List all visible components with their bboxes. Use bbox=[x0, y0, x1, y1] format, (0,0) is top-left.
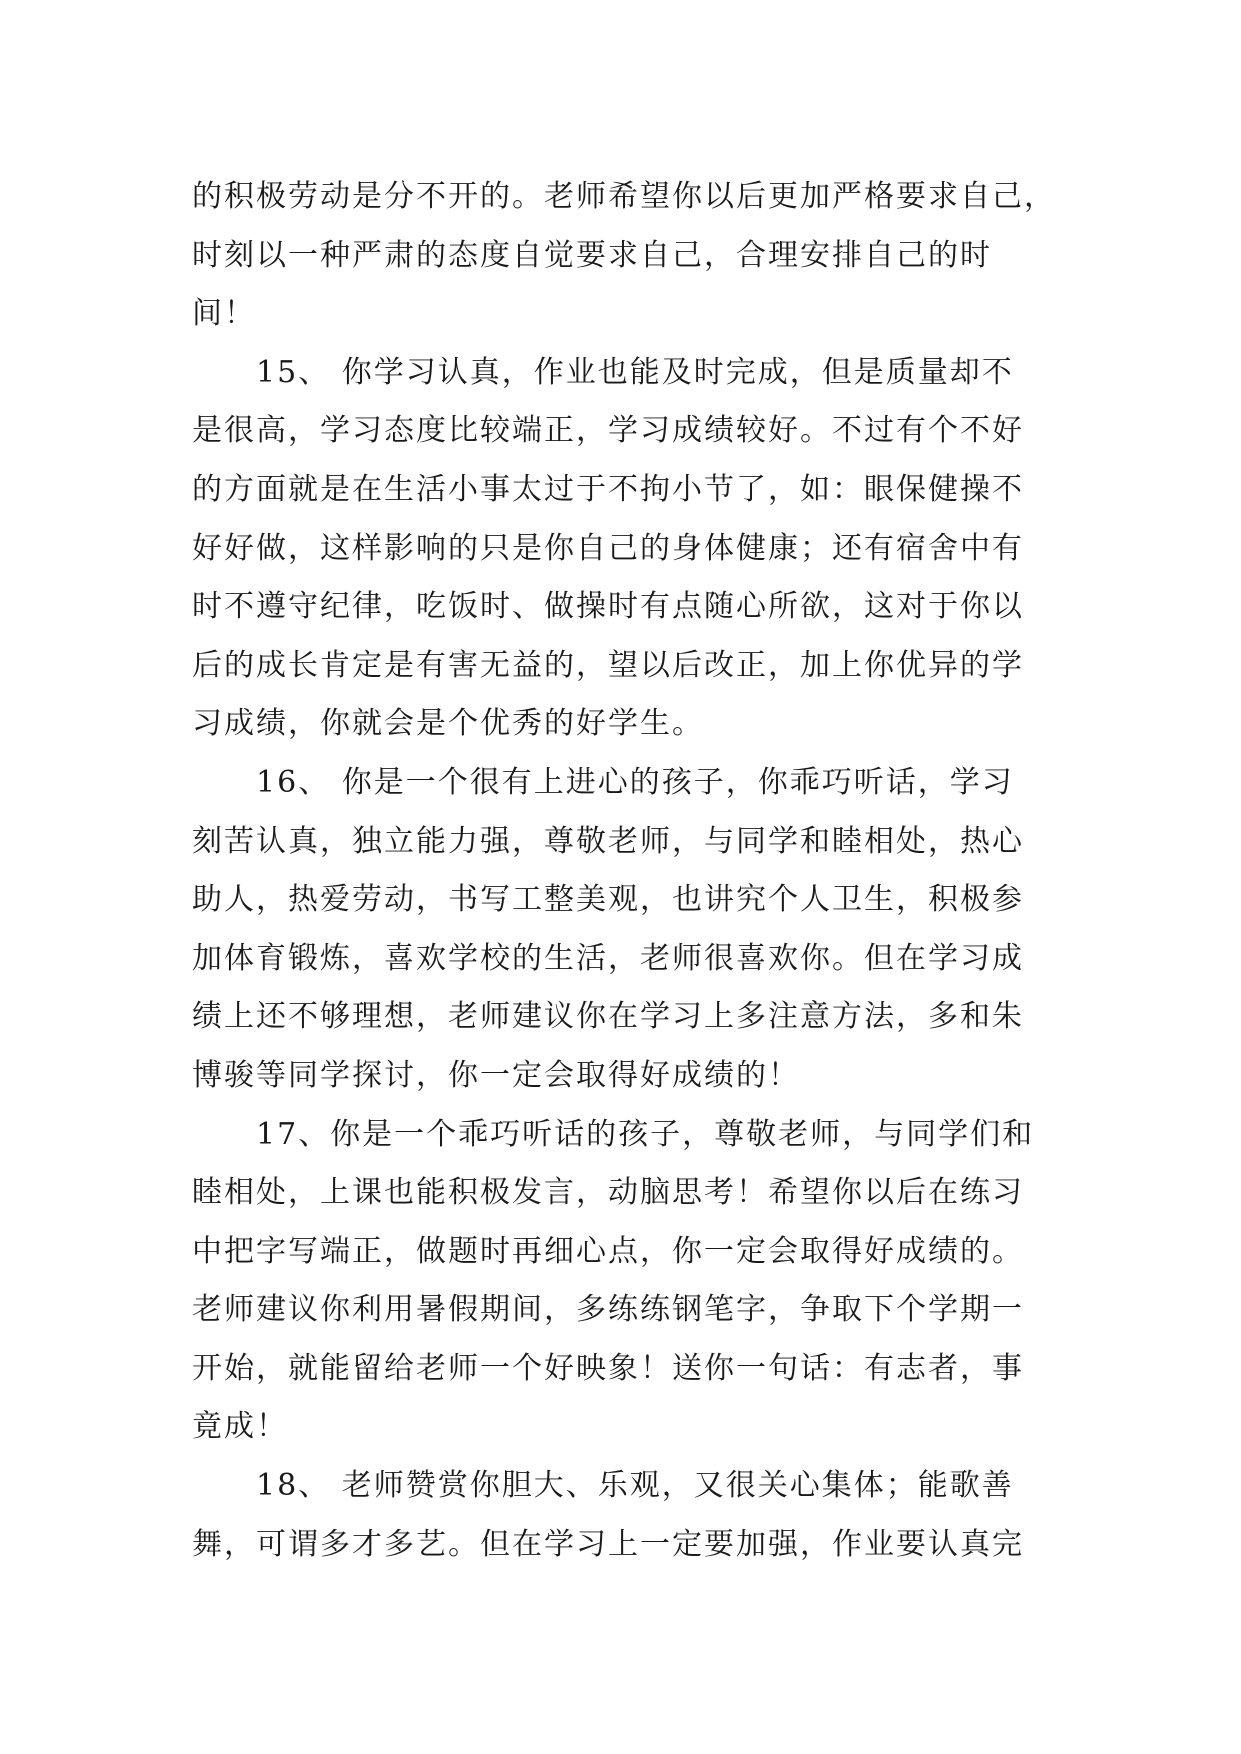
text-line: 的积极劳动是分不开的。老师希望你以后更加严格要求自己， bbox=[192, 179, 1056, 214]
text-line: 的方面就是在生活小事太过于不拘小节了，如：眼保健操不 bbox=[192, 471, 1024, 507]
text-line: 绩上还不够理想，老师建议你在学习上多注意方法，多和朱 bbox=[192, 999, 1024, 1035]
document-body bbox=[192, 168, 1072, 1574]
text-line: 舞，可谓多才多艺。但在学习上一定要加强，作业要认真完 bbox=[192, 1526, 1024, 1562]
text-line: 18、 老师赞赏你胆大、乐观，又很关心集体；能歌善 bbox=[256, 1468, 1014, 1504]
text-line: 是很高，学习态度比较端正，学习成绩较好。不过有个不好 bbox=[192, 413, 1024, 449]
text-line: 习成绩，你就会是个优秀的好学生。 bbox=[192, 706, 704, 742]
text-line: 后的成长肯定是有害无益的，望以后改正，加上你优异的学 bbox=[192, 647, 1024, 683]
text-line: 时不遵守纪律，吃饭时、做操时有点随心所欲，这对于你以 bbox=[192, 589, 1024, 625]
text-line: 加体育锻炼，喜欢学校的生活，老师很喜欢你。但在学习成 bbox=[192, 940, 1024, 976]
text-line: 竟成！ bbox=[192, 1409, 288, 1445]
text-line: 助人，热爱劳动，书写工整美观，也讲究个人卫生，积极参 bbox=[192, 882, 1024, 918]
text-line: 开始，就能留给老师一个好映象！送你一句话：有志者，事 bbox=[192, 1350, 1024, 1386]
text-line: 间！ bbox=[192, 296, 256, 332]
text-line: 中把字写端正，做题时再细心点，你一定会取得好成绩的。 bbox=[192, 1233, 1024, 1269]
text-line: 好好做，这样影响的只是你自己的身体健康；还有宿舍中有 bbox=[192, 530, 1024, 566]
text-line: 16、 你是一个很有上进心的孩子，你乖巧听话，学习 bbox=[256, 764, 1014, 800]
text-line: 老师建议你利用暑假期间，多练练钢笔字，争取下个学期一 bbox=[192, 1292, 1024, 1328]
text-line: 博骏等同学探讨，你一定会取得好成绩的！ bbox=[192, 1057, 800, 1093]
text-line: 睦相处，上课也能积极发言，动脑思考！希望你以后在练习 bbox=[192, 1175, 1024, 1211]
text-line: 刻苦认真，独立能力强，尊敬老师，与同学和睦相处，热心 bbox=[192, 823, 1024, 859]
text-line: 15、 你学习认真，作业也能及时完成，但是质量却不 bbox=[256, 354, 1014, 390]
text-line: 时刻以一种严肃的态度自觉要求自己，合理安排自己的时 bbox=[192, 237, 992, 273]
text-line: 17、你是一个乖巧听话的孩子，尊敬老师，与同学们和 bbox=[256, 1116, 1035, 1152]
